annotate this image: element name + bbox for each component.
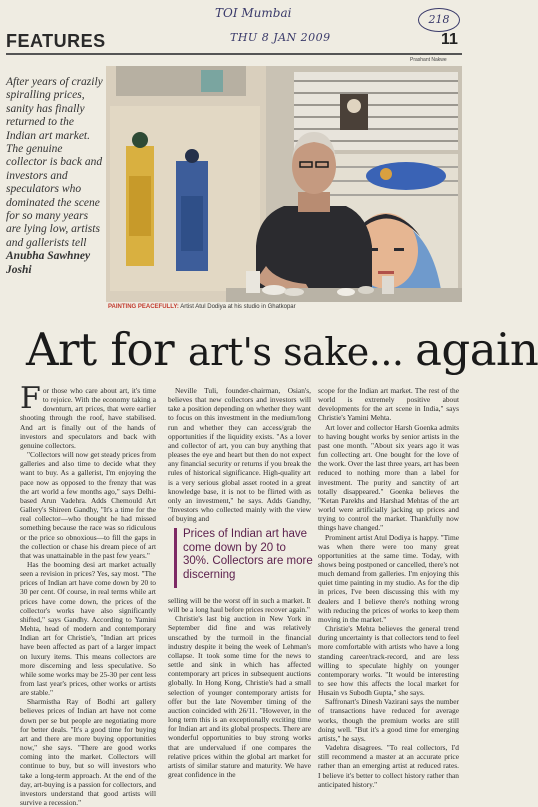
section-label: FEATURES bbox=[6, 31, 106, 51]
body-column-1 bbox=[20, 381, 157, 807]
body-paragraph: selling will be the worst off in such a market. It will be a long haul before prices recover again." bbox=[168, 596, 311, 615]
studio-photo-illustration bbox=[106, 66, 462, 302]
body-paragraph: Neville Tuli, founder-chairman, Osian's, believes that new collectors and investors will take a position depending on whether they want to focus on this investment in the medium/long run and whether they can access/grab the opportunities if the liquidity exists. "As a lover and collector of art, you can buy anything that pleases the eye and heart but then do not expect any financial security or returns if you break the rules of historical significance. High-quality art is a very serious global asset rooted in a great knowledge base, it is not to be flirted with as only an investment," he says. Adds Gandhy, "Investors who collected mainly with the view of buying and bbox=[168, 386, 311, 524]
body-paragraph: Christie's last big auction in New York in September did fine and was relatively unscathed by the turmoil in the financial industry despite it being the week of Lehman's collapse. It took some time for the news to settle and sink in which has affected contemporary art prices in subsequent auctions globally. In Hong Kong, Christie's had a small selection of younger contemporary artists for offer but the late November timing of the auction coincided with 26/11. "However, in the long term this is an exceptionally exciting time for Indian art and its global prospects. There are wonderful opportunities to buy strong works that are undervalued if one compares the relative prices within the global art market for artists of similar stature and maturity. We have great confidence in the bbox=[168, 614, 311, 779]
drop-cap: F bbox=[20, 381, 41, 416]
body-column-2 bbox=[168, 386, 311, 524]
body-paragraph: Vadehra disagrees. "To real collectors, I'd still recommend a master at an accurate price rather than an emerging artist at reduced rates. I believe it's better to collect history rather than anticipated history." bbox=[318, 743, 459, 789]
header-rule bbox=[6, 53, 462, 55]
byline: Anubha Sawhney Joshi bbox=[6, 250, 91, 276]
body-paragraph: Art lover and collector Harsh Goenka admits to having bought works by senior artists in the past one month. "About six years ago it was fun collecting art. One bought for the love of the work. Over the last three years, art has been reduced to nothing more than a label for investment. The purity and sanctity of art totally disappeared." Goenka believes the "Ketan Parekhs and Harshad Mehtas of the art world were artificially jacking up prices and trying to control the market. Thankfully now things have changed." bbox=[318, 422, 459, 533]
caption-lead: PAINTING PEACEFULLY: bbox=[108, 304, 179, 310]
headline-part1: Art for bbox=[26, 323, 188, 376]
intro-deck bbox=[6, 76, 104, 277]
caption-text: Artist Atul Dodiya at his studio in Ghatkopar bbox=[178, 304, 296, 310]
body-paragraph: "Collectors will now get steady prices from galleries and also time to decide what they want to buy. As a gallerist, I'm enjoying the pace now as opposed to the frenzy that was the art world a few months ago," says Delhi-based Arun Vadehra. Adds Chemould Art Gallery's Shireen Gandhy, "It's a time for the real collector—who thought he had missed something because the race was so ridiculous or the price so obnoxious—to fill the gaps in the collection or chase his dream piece of art that was unattainable in the past few years." bbox=[20, 450, 156, 560]
handwritten-date: THU 8 JAN 2009 bbox=[230, 31, 331, 44]
studio-photo bbox=[106, 66, 462, 302]
pull-quote: Prices of Indian art have come down by 20 to 30%. Collectors are more discerning bbox=[174, 528, 315, 588]
body-paragraph: Christie's Mehta believes the general trend during uncertainty is that collectors tend to feel more comfortable with artists who have a long standing career/track-record, and are less willing to speculate highly on younger contemporary works. "It would be interesting to see how this affects the local market for Husain vs Subodh Gupta," she says. bbox=[318, 624, 459, 698]
body-column-2-continued bbox=[168, 596, 311, 779]
body-paragraph: Sharmistha Ray of Bodhi art gallery believes prices of Indian art have not come down per se but people are negotiating more for better deals. "It's a good time for buying art and there are more buying opportunities now," she says. "There are good works coming into the market. Collectors will continue to buy, but so will investors who take a long-term approach. At the end of the day, art-buying is a passion for collectors, and investors understand that good artists will survive a recession." bbox=[20, 697, 157, 807]
page-number: 11 bbox=[441, 31, 458, 48]
headline bbox=[26, 322, 538, 380]
body-paragraph: or those who care about art, it's time to rejoice. With the economy taking a downturn, art prices, that were earlier shooting through the roof, have stabilised. And art is finally out of the hands of investors and speculators and back with genuine collectors. bbox=[20, 386, 156, 450]
body-paragraph: Saffronart's Dinesh Vazirani says the number of transactions have reduced for average works, though the premium works are still doing well. "But it's a good time for emerging artists," he says. bbox=[318, 697, 459, 743]
body-paragraph: Prominent artist Atul Dodiya is happy. "Time was when there were too many great opportunities at the same time. Today, with shows being postponed or cancelled, there's not much demand from galleries. I'm enjoying this quiet time painting in my studio. As for the dip in prices, I've been discussing this with my dealers and I believe there's nothing wrong with reducing the prices of works to keep them moving in the market." bbox=[318, 532, 459, 624]
handwritten-publication: TOI Mumbai bbox=[215, 6, 292, 20]
body-paragraph: Has the booming desi art market actually seen a revision in prices? Yes, say most. "The prices of Indian art have come down by 20 to 30 per cent. Of course, in real terms while art prices have come down, the prices of the collector's works have also significantly shifted," says Gandhy. According to Yamini Mehta, head of modern and contemporary Indian art for Christie's, "Indian art prices have been affected as part of a larger impact on luxury items. This means collectors are more discerning and less speculative. So while some works may be 25-30 per cent less from last year's prices, other works or artists are stable." bbox=[20, 559, 156, 698]
body-paragraph: scope for the Indian art market. The rest of the world is extremely positive about developments for the art scene in India," says Christie's Yamini Mehta. bbox=[318, 386, 459, 423]
intro-text: After years of crazily spiralling prices, sanity has finally returned to the Indian art market. The genuine collector is back and investors and speculators who dominated the scene for so many years are lying low, artists and gallerists tell bbox=[6, 76, 103, 249]
headline-part3: again bbox=[415, 323, 538, 376]
handwritten-code: 218 bbox=[418, 8, 460, 32]
photo-caption bbox=[108, 304, 460, 310]
headline-part2: art's sake... bbox=[187, 330, 416, 374]
photo-credit: Prashant Nakwe bbox=[410, 57, 447, 63]
body-column-3 bbox=[318, 386, 459, 789]
